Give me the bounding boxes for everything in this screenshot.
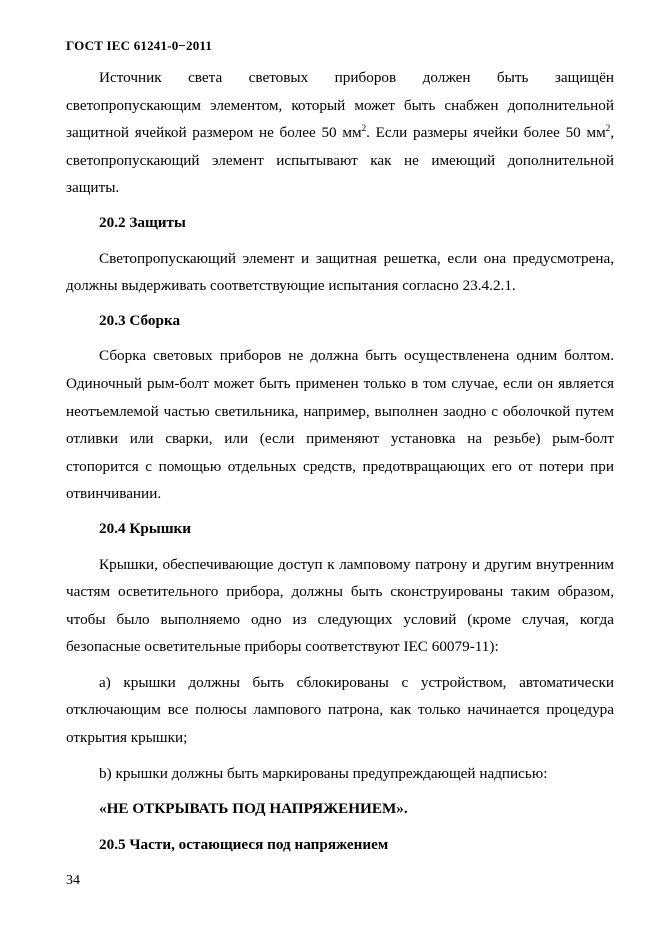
page-body <box>66 64 614 858</box>
intro-text-part-2: . Если размеры ячейки более 50 мм <box>366 124 606 142</box>
document-header: ГОСТ IEC 61241-0−2011 <box>66 38 213 53</box>
section-heading-20-2: 20.2 Защиты <box>99 213 186 231</box>
section-20-2-text: Светопропускающий элемент и защитная решетка, если она предусмотрена, должны выдерживать соответствующие испытания согласно 23.4.2.1. <box>66 249 614 295</box>
intro-text-part-3: , светопропускающий элемент испытывают как не имеющий дополнительной защиты. <box>66 124 614 197</box>
warning-inscription: «НЕ ОТКРЫВАТЬ ПОД НАПРЯЖЕНИЕМ». <box>99 800 408 818</box>
section-heading-20-4: 20.4 Крышки <box>99 519 192 537</box>
section-20-3-text: Сборка световых приборов не должна быть осуществленена одним болтом. Одиночный рым-болт может быть применен только в том случае, если он является неотъемлемой частью светильника, например, выполнен заодно с оболочкой путем отливки или сварки, или (если применяют установка на резьбе) рым-болт стопорится с помощью отдельных средств, предотвращающих его от потери при отвинчивании. <box>66 347 614 503</box>
list-item-b: b) крышки должны быть маркированы предупреждающей надписью: <box>99 764 548 782</box>
section-20-4-text: Крышки, обеспечивающие доступ к ламповому патрону и другим внутренним частям осветительного прибора, должны быть сконструированы таким образом, чтобы было выполняемо одно из следующих условий (кроме случая, когда безопасные осветительные приборы соответствуют IEC 60079-11): <box>66 555 614 656</box>
section-heading-20-5: 20.5 Части, остающиеся под напряжением <box>99 835 389 853</box>
list-item-a: a) крышки должны быть сблокированы с устройством, автоматически отключающим все полюсы лампового патрона, как только начинается процедура открытия крышки; <box>66 673 614 747</box>
superscript-squared: 2 <box>605 123 611 134</box>
page-number: 34 <box>66 873 80 888</box>
superscript-squared: 2 <box>361 123 367 134</box>
intro-text-part-1: Источник света световых приборов должен быть защищён светопропускающим элементом, который может быть снабжен дополнительной защитной ячейкой размером не более 50 мм <box>66 69 614 142</box>
section-heading-20-3: 20.3 Сборка <box>99 311 181 329</box>
intro-paragraph <box>66 64 614 202</box>
